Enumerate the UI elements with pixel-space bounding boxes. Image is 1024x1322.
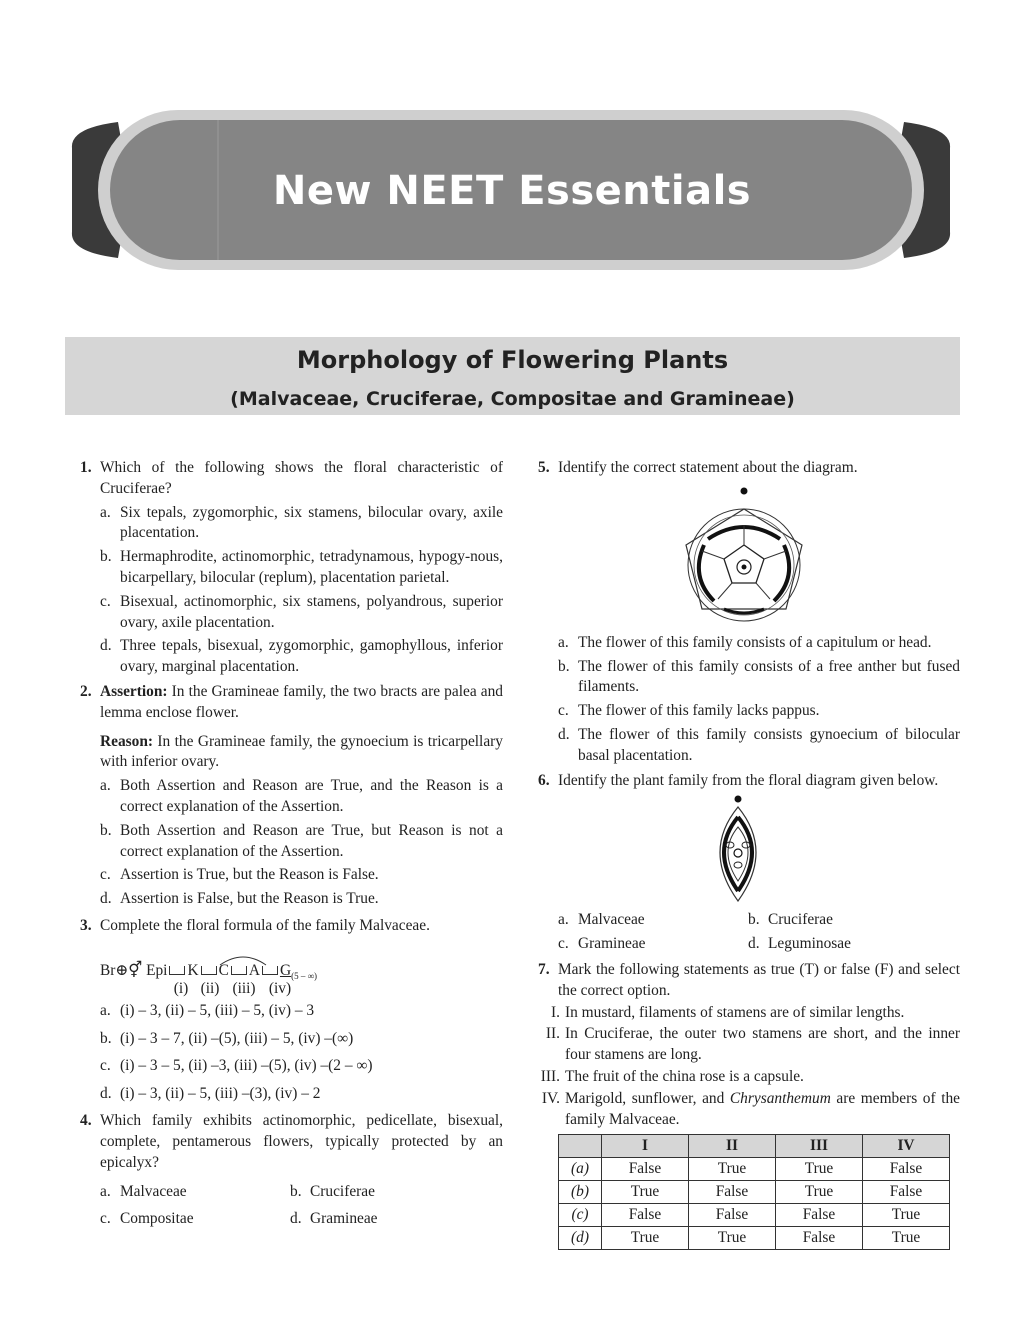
question-5 bbox=[538, 458, 960, 767]
table-cell: True bbox=[776, 1181, 863, 1204]
reason-label: Reason: bbox=[100, 732, 154, 750]
option-c[interactable] bbox=[100, 1056, 503, 1077]
option-b[interactable] bbox=[558, 657, 960, 699]
option-a[interactable] bbox=[100, 503, 503, 545]
question-number: 7. bbox=[538, 960, 550, 978]
option-c[interactable] bbox=[100, 592, 503, 634]
row-label bbox=[559, 1158, 602, 1181]
row-label-text: (b) bbox=[571, 1182, 589, 1200]
option-text: Leguminosae bbox=[768, 935, 851, 953]
table-row[interactable] bbox=[559, 1158, 950, 1181]
option-letter: a. bbox=[100, 777, 111, 795]
blank-label-ii: (ii) bbox=[200, 979, 220, 997]
blank-label-i: (i) bbox=[173, 979, 189, 997]
option-c[interactable] bbox=[558, 934, 748, 955]
option-text: (i) – 3, (ii) – 5, (iii) – 5, (iv) – 3 bbox=[120, 1001, 315, 1019]
option-text: Malvaceae bbox=[120, 1183, 187, 1201]
option-letter: d. bbox=[100, 637, 112, 655]
statement-iii bbox=[538, 1067, 960, 1088]
bisexual-symbol: ⚥ bbox=[128, 961, 143, 979]
option-letter: a. bbox=[558, 911, 569, 929]
table-cell: False bbox=[689, 1181, 776, 1204]
actinomorphic-symbol: ⊕ bbox=[115, 961, 129, 979]
option-c[interactable] bbox=[558, 701, 960, 722]
option-text: Bisexual, actinomorphic, six stamens, polyandrous, superior ovary, axile placentation. bbox=[120, 592, 503, 631]
option-b[interactable] bbox=[290, 1182, 490, 1203]
table-cell: False bbox=[689, 1204, 776, 1227]
option-letter: b. bbox=[558, 657, 570, 675]
option-c[interactable] bbox=[100, 1209, 290, 1230]
question-text: Complete the floral formula of the family Malvaceae. bbox=[100, 916, 430, 934]
table-cell: True bbox=[602, 1227, 689, 1250]
statement-numeral: I. bbox=[551, 1003, 560, 1021]
option-letter: d. bbox=[100, 890, 112, 908]
blank-label-iv: (iv) bbox=[268, 979, 292, 997]
table-cell: False bbox=[863, 1158, 950, 1181]
statement-text: In Cruciferae, the outer two stamens are short, and the inner four stamens are long. bbox=[565, 1025, 960, 1064]
option-text: (i) – 3 – 5, (ii) –3, (iii) –(5), (iv) –(2 – ∞) bbox=[120, 1057, 373, 1075]
table-cell: False bbox=[602, 1204, 689, 1227]
formula-a: A bbox=[248, 961, 260, 979]
formula-epi: Epi bbox=[146, 961, 168, 979]
true-false-table bbox=[558, 1134, 950, 1250]
formula-c: C bbox=[218, 961, 229, 979]
option-d[interactable] bbox=[100, 636, 503, 678]
table-cell: False bbox=[602, 1158, 689, 1181]
option-letter: d. bbox=[748, 935, 760, 953]
statement-text bbox=[565, 1089, 960, 1131]
table-header-cell bbox=[559, 1135, 602, 1158]
assertion-label: Assertion: bbox=[100, 682, 168, 700]
option-a[interactable] bbox=[558, 633, 960, 654]
statement-text-post: are members of the family Malvaceae. bbox=[565, 1089, 961, 1128]
table-cell: True bbox=[689, 1227, 776, 1250]
question-number: 4. bbox=[80, 1111, 92, 1129]
option-text: The flower of this family consists of a capitulum or head. bbox=[578, 633, 932, 651]
floral-diagram-compositae bbox=[538, 481, 960, 629]
statement-text: The fruit of the china rose is a capsule. bbox=[565, 1067, 804, 1085]
option-d[interactable] bbox=[558, 725, 960, 767]
option-letter: a. bbox=[100, 1001, 111, 1019]
option-text: Both Assertion and Reason are True, but Reason is not a correct explanation of the Assertion. bbox=[120, 821, 503, 860]
question-6 bbox=[538, 771, 960, 955]
statement-numeral: IV. bbox=[541, 1089, 560, 1107]
statement-ii bbox=[538, 1024, 960, 1066]
table-cell: True bbox=[602, 1181, 689, 1204]
blank-box-iv bbox=[262, 966, 278, 975]
statement-text-italic: Chrysanthemum bbox=[729, 1089, 831, 1107]
table-cell: True bbox=[863, 1227, 950, 1250]
option-d[interactable] bbox=[290, 1209, 490, 1230]
option-text: The flower of this family lacks pappus. bbox=[578, 702, 820, 720]
blank-box-iii bbox=[231, 966, 247, 975]
table-row[interactable] bbox=[559, 1204, 950, 1227]
option-text: Malvaceae bbox=[578, 911, 645, 929]
option-letter: d. bbox=[100, 1085, 112, 1103]
option-text: Assertion is True, but the Reason is False. bbox=[120, 866, 379, 884]
option-text: Cruciferae bbox=[768, 911, 833, 929]
option-text: The flower of this family consists of a free anther but fused filaments. bbox=[578, 657, 960, 696]
option-text: Assertion is False, but the Reason is True. bbox=[120, 890, 379, 908]
table-cell: False bbox=[863, 1181, 950, 1204]
option-letter: b. bbox=[748, 911, 760, 929]
question-text: Identify the correct statement about the diagram. bbox=[558, 459, 858, 476]
option-letter: c. bbox=[558, 702, 569, 720]
option-c[interactable] bbox=[100, 865, 503, 886]
option-text: (i) – 3, (ii) – 5, (iii) –(3), (iv) – 2 bbox=[120, 1085, 321, 1103]
formula-k: K bbox=[187, 961, 199, 979]
question-number: 3. bbox=[80, 916, 92, 934]
table-header-cell: I bbox=[602, 1135, 689, 1158]
row-label-text: (c) bbox=[571, 1205, 589, 1223]
row-label bbox=[559, 1227, 602, 1250]
adnation-arc bbox=[218, 953, 268, 967]
statement-text: In mustard, filaments of stamens are of similar lengths. bbox=[565, 1003, 905, 1021]
option-b[interactable] bbox=[100, 1029, 503, 1050]
row-label-text: (d) bbox=[571, 1228, 589, 1246]
row-label bbox=[559, 1181, 602, 1204]
option-text: Cruciferae bbox=[310, 1183, 375, 1201]
question-4 bbox=[80, 1111, 503, 1230]
question-number: 1. bbox=[80, 459, 92, 476]
question-7 bbox=[538, 960, 960, 1250]
question-3 bbox=[80, 916, 503, 1105]
banner-title: New NEET Essentials bbox=[272, 168, 752, 214]
formula-br: Br bbox=[100, 961, 116, 979]
option-a[interactable] bbox=[100, 776, 503, 818]
question-number: 2. bbox=[80, 682, 92, 700]
option-b[interactable] bbox=[100, 821, 503, 863]
formula-g: G bbox=[279, 961, 292, 979]
statement-i bbox=[538, 1003, 960, 1024]
question-text: Which of the following shows the floral characteristic of Cruciferae? bbox=[100, 459, 503, 497]
table-cell: True bbox=[863, 1204, 950, 1227]
blank-box-ii bbox=[201, 966, 217, 975]
option-d[interactable] bbox=[100, 1084, 503, 1105]
table-cell: False bbox=[776, 1227, 863, 1250]
question-number: 6. bbox=[538, 771, 550, 789]
option-letter: c. bbox=[558, 935, 569, 953]
option-letter: d. bbox=[290, 1210, 302, 1228]
option-letter: c. bbox=[100, 592, 111, 610]
statement-numeral: III. bbox=[540, 1067, 560, 1085]
option-letter: b. bbox=[100, 1029, 112, 1047]
section-title: Morphology of Flowering Plants bbox=[296, 346, 729, 374]
table-header-cell: II bbox=[689, 1135, 776, 1158]
table-header-row bbox=[559, 1135, 950, 1158]
question-text: Identify the plant family from the floral diagram given below. bbox=[558, 771, 939, 789]
option-text: Gramineae bbox=[310, 1210, 378, 1228]
option-letter: d. bbox=[558, 725, 570, 743]
option-text: The flower of this family consists gynoecium of bilocular basal placentation. bbox=[578, 725, 960, 764]
table-row[interactable] bbox=[559, 1181, 950, 1204]
option-letter: b. bbox=[100, 548, 112, 566]
question-text: Which family exhibits actinomorphic, pedicellate, bisexual, complete, pentamerous flowers, typically protected by an epicalyx? bbox=[100, 1111, 503, 1171]
option-letter: a. bbox=[100, 1183, 111, 1201]
option-letter: a. bbox=[558, 633, 569, 651]
option-letter: c. bbox=[100, 866, 111, 884]
option-text: Six tepals, zygomorphic, six stamens, bilocular ovary, axile placentation. bbox=[120, 503, 503, 542]
option-a[interactable] bbox=[100, 1001, 503, 1022]
table-row[interactable] bbox=[559, 1227, 950, 1250]
option-text: Compositae bbox=[120, 1210, 194, 1228]
option-d[interactable] bbox=[748, 934, 948, 955]
table-cell: True bbox=[689, 1158, 776, 1181]
option-letter: b. bbox=[100, 821, 112, 839]
question-2 bbox=[80, 682, 503, 910]
formula-g-sub: (5 – ∞) bbox=[291, 970, 317, 981]
option-text: Three tepals, bisexual, zygomorphic, gamophyllous, inferior ovary, marginal placentation. bbox=[120, 637, 503, 676]
row-label bbox=[559, 1204, 602, 1227]
table-cell: False bbox=[776, 1204, 863, 1227]
question-text: Mark the following statements as true (T) or false (F) and select the correct option. bbox=[558, 960, 960, 999]
reason-text: In the Gramineae family, the gynoecium is tricarpellary with inferior ovary. bbox=[100, 732, 503, 771]
option-letter: b. bbox=[290, 1183, 302, 1201]
floral-diagram-gramineae bbox=[538, 793, 960, 905]
question-1 bbox=[80, 458, 503, 678]
question-number: 5. bbox=[538, 459, 550, 476]
table-header-cell: III bbox=[776, 1135, 863, 1158]
option-text: Both Assertion and Reason are True, and the Reason is a correct explanation of the Assertion. bbox=[120, 777, 503, 815]
option-letter: c. bbox=[100, 1057, 111, 1075]
right-column bbox=[538, 458, 960, 1250]
option-a[interactable] bbox=[100, 1182, 290, 1203]
blank-box-i bbox=[169, 966, 185, 975]
row-label-text: (a) bbox=[571, 1159, 589, 1177]
statement-text-pre: Marigold, sunflower, and bbox=[565, 1089, 730, 1107]
option-text: (i) – 3 – 7, (ii) –(5), (iii) – 5, (iv) –(∞) bbox=[120, 1029, 354, 1047]
option-a[interactable] bbox=[558, 910, 748, 931]
statement-iv bbox=[538, 1089, 960, 1131]
floral-formula bbox=[100, 953, 503, 997]
table-cell: True bbox=[776, 1158, 863, 1181]
option-text: Gramineae bbox=[578, 935, 646, 953]
table-header-cell: IV bbox=[863, 1135, 950, 1158]
left-column bbox=[80, 458, 503, 1230]
option-b[interactable] bbox=[748, 910, 948, 931]
blank-label-iii: (iii) bbox=[232, 979, 256, 997]
option-letter: a. bbox=[100, 503, 111, 521]
option-letter: c. bbox=[100, 1210, 111, 1228]
assertion-text: In the Gramineae family, the two bracts are palea and lemma enclose flower. bbox=[100, 682, 503, 721]
option-d[interactable] bbox=[100, 889, 503, 910]
option-b[interactable] bbox=[100, 547, 503, 589]
section-subtitle: (Malvaceae, Cruciferae, Compositae and Gramineae) bbox=[230, 388, 795, 410]
statement-numeral: II. bbox=[545, 1025, 560, 1043]
option-text: Hermaphrodite, actinomorphic, tetradynamous, hypogy-nous, bicarpellary, bilocular (replum), placentation parietal. bbox=[120, 548, 503, 586]
